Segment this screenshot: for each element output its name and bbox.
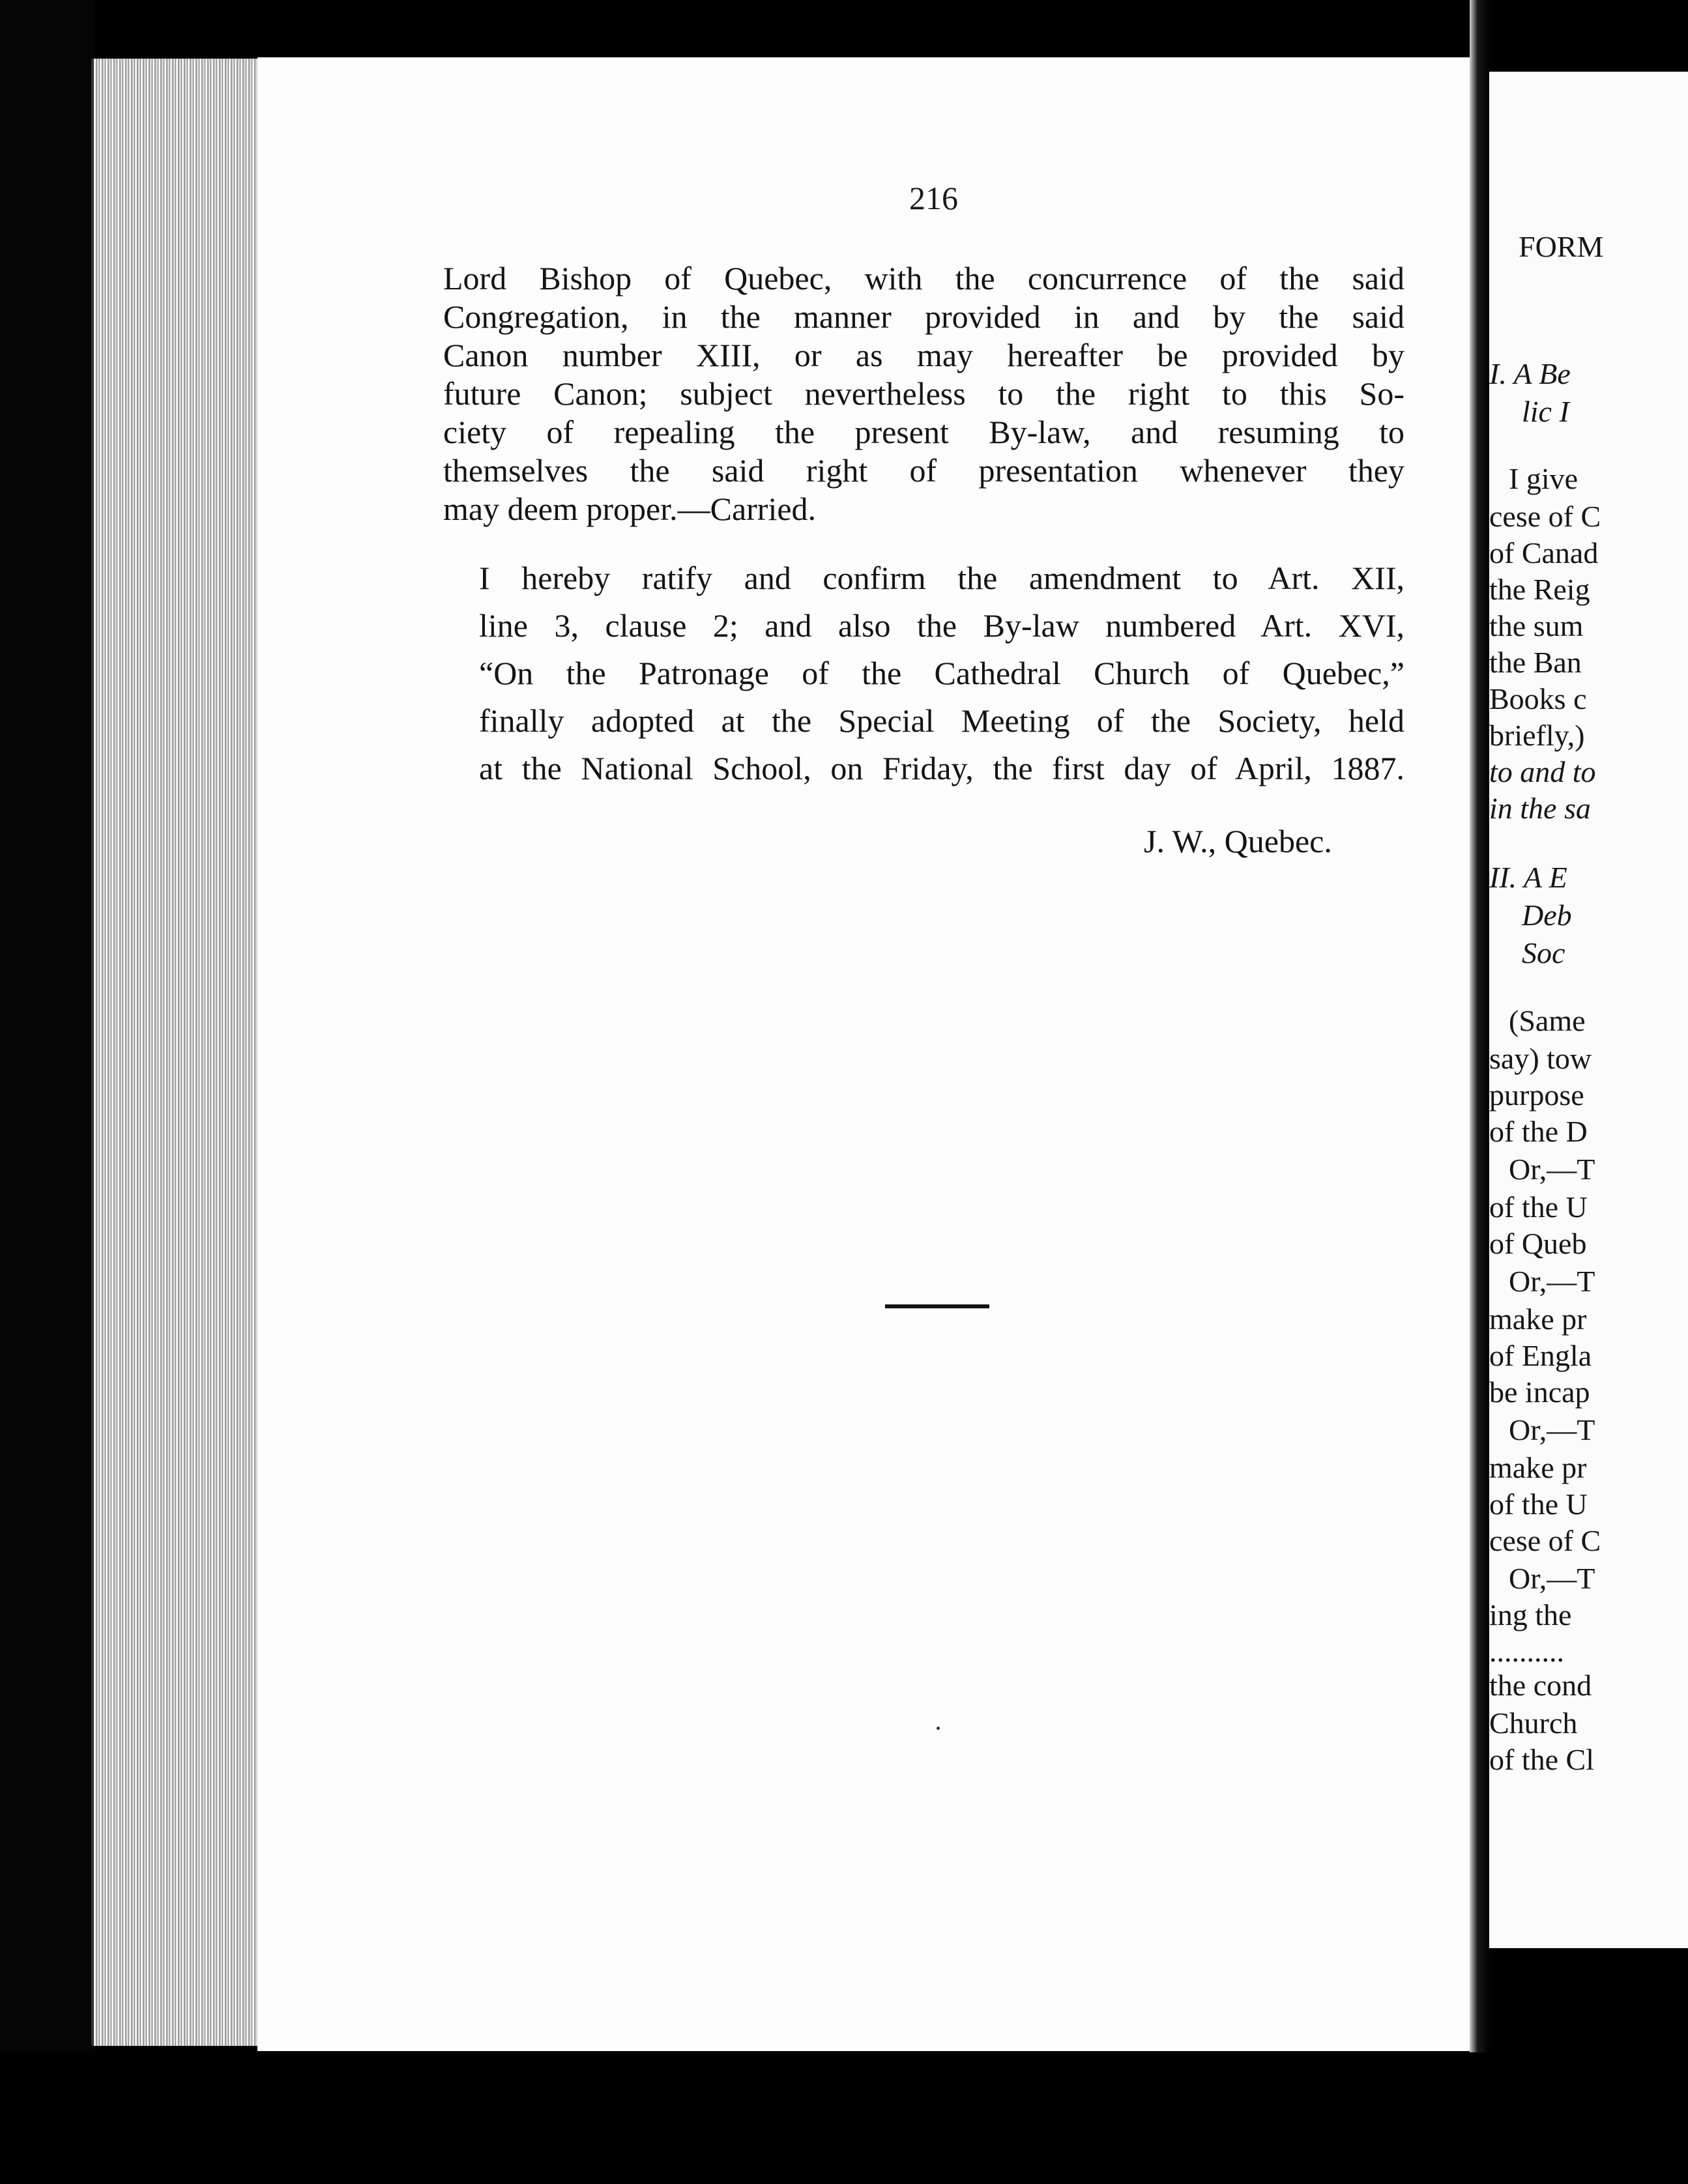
right-page-text-fragment: in the sa [1489, 792, 1591, 825]
right-page-text-fragment: make pr [1489, 1451, 1587, 1484]
right-page [1489, 72, 1688, 1948]
right-page-text-fragment: ing the [1489, 1598, 1572, 1631]
right-page-text-fragment: the Ban [1489, 646, 1582, 679]
print-speck [937, 1727, 940, 1730]
right-page-text-fragment: the cond [1489, 1669, 1592, 1702]
page-number: 216 [909, 180, 958, 216]
right-page-text-fragment: make pr [1489, 1302, 1587, 1336]
text-line: may deem proper.—Carried. [443, 491, 817, 527]
section-end-rule [885, 1304, 989, 1308]
right-page-text-fragment: Or,—T [1509, 1265, 1595, 1298]
text-line: Congregation, in the manner provided in and by the said [443, 298, 1404, 335]
right-page-text-fragment: .......... [1489, 1635, 1564, 1668]
right-page-text-fragment: I give [1509, 462, 1579, 495]
right-page-text-fragment: Deb [1522, 898, 1572, 932]
right-page-text-fragment: of Canad [1489, 536, 1599, 569]
book-cover-dark-edge [0, 0, 95, 2184]
right-page-text-fragment: Books c [1489, 682, 1587, 715]
text-line: at the National School, on Friday, the first day of April, 1887. [479, 750, 1404, 786]
right-page-text-fragment: briefly,) [1489, 719, 1585, 752]
right-page-text-fragment: of the D [1489, 1115, 1588, 1148]
right-page-text-fragment: Church [1489, 1706, 1578, 1740]
scan-bottom-band [0, 2052, 1688, 2184]
right-page-text-fragment: to and to [1489, 755, 1596, 788]
right-page-text-fragment: I. A Be [1489, 357, 1571, 390]
right-page-text-fragment: of Engla [1489, 1339, 1592, 1372]
page-stack-edges [91, 59, 260, 2046]
text-line: ciety of repealing the present By-law, and resuming to [443, 414, 1404, 450]
right-page-text-fragment: of the U [1489, 1190, 1588, 1224]
right-page-text-fragment: Or,—T [1509, 1562, 1595, 1595]
right-page-text-fragment: FORM [1519, 230, 1604, 263]
text-line: themselves the said right of presentation whenever they [443, 452, 1404, 489]
right-page-text-fragment: (Same [1509, 1004, 1586, 1037]
paragraph-bylaw-continuation [443, 259, 1404, 528]
right-page-text-fragment: say) tow [1489, 1042, 1592, 1075]
right-page-text-fragment: be incap [1489, 1375, 1590, 1409]
text-line: Canon number XIII, or as may hereafter be provided by [443, 337, 1404, 373]
right-page-text-fragment: the Reig [1489, 573, 1590, 606]
paragraph-ratification [443, 554, 1404, 792]
text-line: line 3, clause 2; and also the By-law numbered Art. XVI, [479, 607, 1404, 644]
book-gutter [1470, 0, 1489, 2184]
right-page-text-fragment: Or,—T [1509, 1153, 1595, 1186]
right-page-text-fragment: lic I [1522, 395, 1569, 428]
right-page-text-fragment: of the U [1489, 1487, 1588, 1521]
right-page-text-fragment: cese of C [1489, 500, 1601, 533]
signature: J. W., Quebec. [1144, 823, 1332, 859]
right-page-text-fragment: Soc [1522, 936, 1565, 970]
text-line: future Canon; subject nevertheless to the right to this So- [443, 375, 1404, 412]
text-line: I hereby ratify and confirm the amendment to Art. XII, [479, 560, 1404, 596]
right-page-text-fragment: cese of C [1489, 1524, 1601, 1557]
text-line: “On the Patronage of the Cathedral Church of Quebec,” [479, 655, 1404, 691]
right-page-text-fragment: purpose [1489, 1078, 1584, 1112]
right-page-text-fragment: of Queb [1489, 1227, 1587, 1260]
right-page-text-fragment: the sum [1489, 609, 1584, 642]
right-page-text-fragment: Or,—T [1509, 1413, 1595, 1446]
main-text-block [443, 259, 1404, 818]
right-page-text-fragment: II. A E [1489, 861, 1567, 894]
text-line: finally adopted at the Special Meeting of the Society, held [479, 702, 1404, 739]
right-page-text-fragment: of the Cl [1489, 1743, 1594, 1776]
text-line: Lord Bishop of Quebec, with the concurrence of the said [443, 260, 1404, 296]
